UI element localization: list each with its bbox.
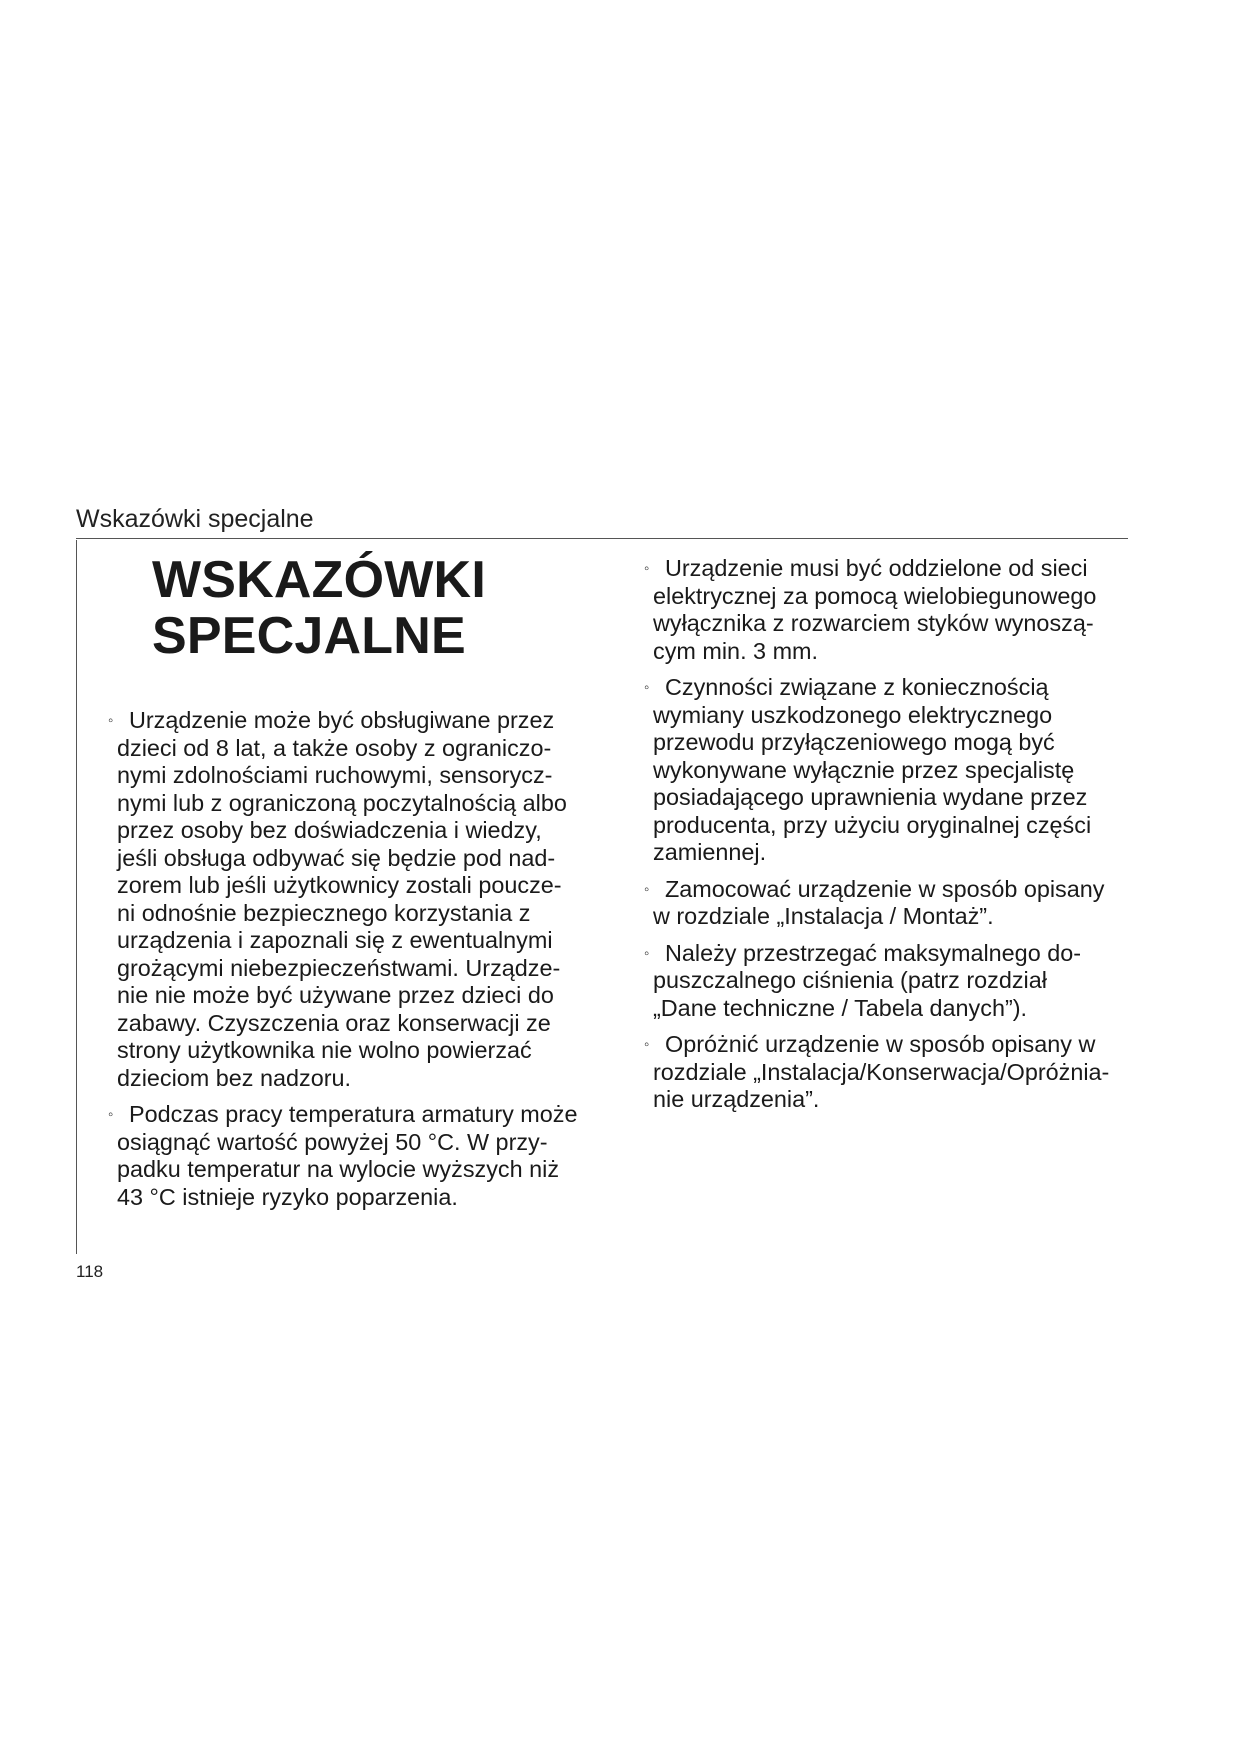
bullet-item: [644, 674, 1144, 867]
bullet-text-line: dzieci od 8 lat, a także osoby z ograniczo-: [117, 734, 552, 761]
bullet-text-line: Należy przestrzegać maksymalnego do-: [665, 939, 1082, 966]
bullet-marker-icon: ◦: [644, 944, 650, 962]
bullet-text-line: elektrycznej za pomocą wielobiegunowego: [653, 582, 1097, 609]
section-title: [152, 552, 486, 664]
bullet-text-line: nie nie może być używane przez dzieci do: [117, 982, 554, 1008]
bullet-text-line: zorem lub jeśli użytkownicy zostali poucze-: [117, 872, 562, 898]
bullet-text-line: grożącymi niebezpieczeństwami. Urządze-: [117, 954, 561, 981]
bullet-text-line: strony użytkownika nie wolno powierzać: [117, 1037, 532, 1063]
bullet-marker-icon: ◦: [108, 712, 114, 729]
bullet-text-line: rozdziale „Instalacja/Konserwacja/Opróżnia-: [653, 1058, 1110, 1085]
bullet-text-line: urządzenia i zapoznali się z ewentualnymi: [117, 927, 553, 953]
bullet-item: [108, 1101, 608, 1211]
bullet-text-line: przez osoby bez doświadczenia i wiedzy,: [117, 817, 542, 843]
bullet-text-line: Urządzenie musi być oddzielone od sieci: [665, 555, 1088, 581]
bullet-text-line: zamiennej.: [653, 839, 767, 865]
left-column: [108, 707, 608, 1220]
bullet-text-line: Urządzenie może być obsługiwane przez: [129, 707, 555, 733]
bullet-text-line: przewodu przyłączeniowego mogą być: [653, 729, 1055, 755]
page-number: 118: [76, 1262, 104, 1281]
bullet-text-line: posiadającego uprawnienia wydane przez: [653, 784, 1088, 810]
bullet-text-line: dzieciom bez nadzoru.: [117, 1064, 352, 1091]
bullet-text-line: wykonywane wyłącznie przez specjalistę: [653, 756, 1075, 783]
bullet-text-line: nymi zdolnościami ruchowymi, sensorycz-: [117, 762, 553, 788]
bullet-text-line: cym min. 3 mm.: [653, 637, 819, 664]
bullet-text-line: Czynności związane z koniecznością: [665, 674, 1049, 700]
bullet-text-line: nymi lub z ograniczoną poczytalnością albo: [117, 789, 567, 816]
bullet-text-line: Zamocować urządzenie w sposób opisany: [665, 875, 1105, 902]
bullet-marker-icon: ◦: [644, 560, 650, 577]
section-title-line: WSKAZÓWKI: [152, 551, 486, 609]
bullet-text-line: Opróżnić urządzenie w sposób opisany w: [665, 1031, 1096, 1057]
section-title-line: SPECJALNE: [152, 607, 466, 665]
side-rule: [76, 540, 77, 1254]
bullet-text-line: osiągnąć wartość powyżej 50 °C. W przy-: [117, 1128, 548, 1155]
bullet-marker-icon: ◦: [644, 679, 650, 696]
bullet-text-line: puszczalnego ciśnienia (patrz rozdział: [653, 967, 1047, 993]
bullet-marker-icon: ◦: [644, 880, 650, 898]
bullet-item: [108, 707, 608, 1092]
bullet-text-line: producenta, przy użyciu oryginalnej części: [653, 811, 1092, 838]
header-rule: [76, 538, 1128, 539]
bullet-text-line: ni odnośnie bezpiecznego korzystania z: [117, 899, 531, 926]
right-column: [644, 555, 1144, 1123]
bullet-text-line: jeśli obsługa odbywać się będzie pod nad-: [117, 844, 556, 871]
bullet-text-line: padku temperatur na wylocie wyższych niż: [117, 1156, 560, 1182]
bullet-text-line: Podczas pracy temperatura armatury może: [129, 1101, 578, 1127]
bullet-item: [644, 1031, 1144, 1114]
bullet-text-line: wymiany uszkodzonego elektrycznego: [653, 701, 1053, 728]
bullet-text-line: nie urządzenia”.: [653, 1086, 820, 1112]
bullet-marker-icon: ◦: [108, 1106, 114, 1123]
bullet-text-line: 43 °C istnieje ryzyko poparzenia.: [117, 1183, 458, 1210]
bullet-item: [644, 555, 1144, 665]
bullet-item: [644, 940, 1144, 1023]
bullet-marker-icon: ◦: [644, 1036, 650, 1053]
bullet-text-line: w rozdziale „Instalacja / Montaż”.: [653, 903, 994, 929]
running-header: Wskazówki specjalne: [76, 505, 314, 533]
bullet-item: [644, 876, 1144, 931]
bullet-text-line: wyłącznika z rozwarciem styków wynoszą-: [653, 610, 1094, 636]
bullet-text-line: zabawy. Czyszczenia oraz konserwacji ze: [117, 1009, 551, 1036]
bullet-text-line: „Dane techniczne / Tabela danych”).: [653, 994, 1028, 1021]
